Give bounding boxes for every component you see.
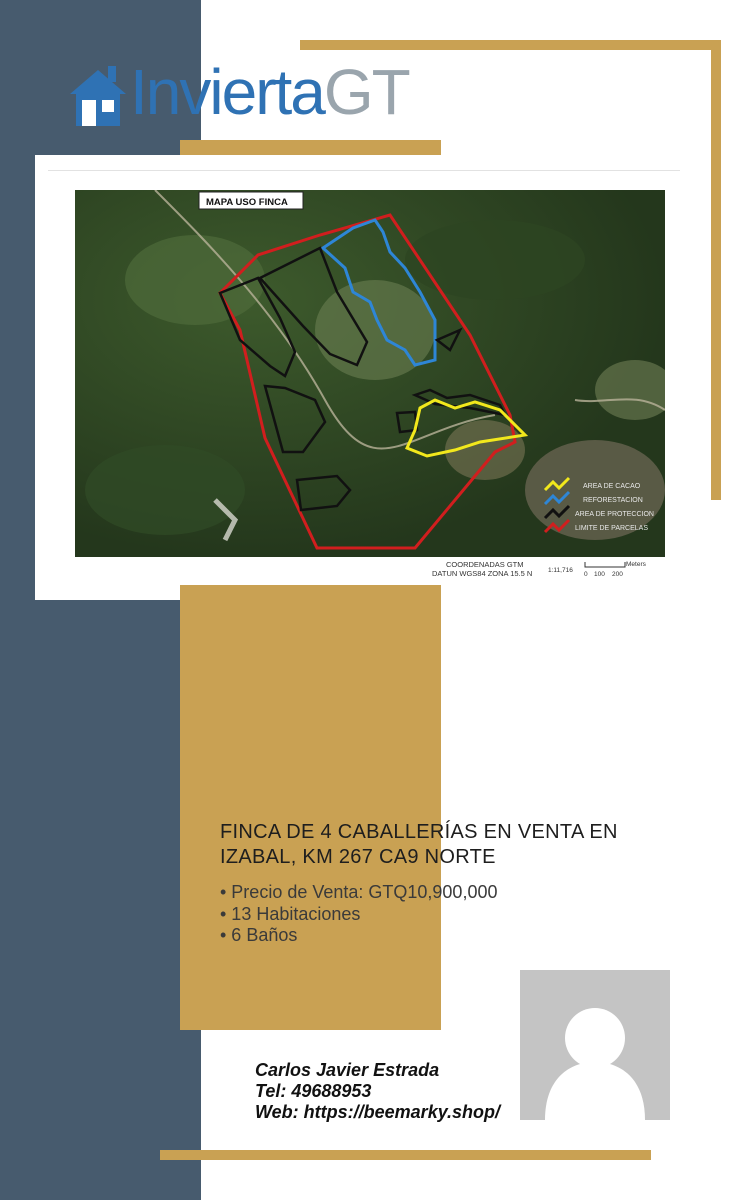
agent-phone[interactable]: Tel: 49688953 bbox=[255, 1081, 372, 1101]
gold-frame-right bbox=[711, 40, 721, 500]
scale-tick-0: 0 bbox=[584, 571, 588, 578]
feature-price: • Precio de Venta: GTQ10,900,000 bbox=[220, 882, 498, 902]
logo-wordmark bbox=[130, 56, 409, 128]
map-scale-unit: Meters bbox=[626, 561, 646, 568]
feature-rooms: • 13 Habitaciones bbox=[220, 903, 361, 924]
gold-frame-top bbox=[300, 40, 721, 50]
map-card-divider bbox=[48, 170, 680, 171]
brand-logo bbox=[68, 56, 428, 132]
logo-text-invierta: Invierta bbox=[130, 56, 324, 128]
legend-label-reforestation: REFORESTACION bbox=[583, 497, 643, 504]
listing-title: FINCA DE 4 CABALLERÍAS EN VENTA EN IZABAL, KM 267 CA9 NORTE bbox=[220, 821, 618, 868]
legend-label-cacao: AREA DE CACAO bbox=[583, 483, 641, 490]
house-icon bbox=[68, 64, 132, 128]
map-title: MAPA USO FINCA bbox=[206, 197, 288, 208]
logo-text-gt: GT bbox=[323, 56, 409, 128]
map-scale-ratio: 1:11,716 bbox=[548, 567, 573, 574]
agent-website[interactable]: Web: https://beemarky.shop/ bbox=[255, 1102, 501, 1122]
scale-bar bbox=[585, 562, 625, 567]
legend-label-boundary: LIMITE DE PARCELAS bbox=[575, 525, 649, 532]
agent-name: Carlos Javier Estrada bbox=[255, 1060, 440, 1080]
farm-use-map bbox=[75, 190, 665, 557]
map-coords-line1: COORDENADAS GTM bbox=[446, 560, 524, 569]
gold-bottom-bar bbox=[160, 1150, 651, 1160]
agent-contact bbox=[255, 1060, 555, 1123]
scale-tick-100: 100 bbox=[594, 571, 605, 578]
map-coords-line2: DATUN WGS84 ZONA 15.5 N bbox=[432, 569, 533, 578]
legend-label-protection: AREA DE PROTECCION bbox=[575, 511, 654, 518]
gold-content-block bbox=[180, 585, 441, 1030]
scale-tick-200: 200 bbox=[612, 571, 623, 578]
listing-features bbox=[220, 882, 640, 947]
feature-bathrooms: • 6 Baños bbox=[220, 925, 298, 945]
map-footer bbox=[420, 557, 670, 581]
